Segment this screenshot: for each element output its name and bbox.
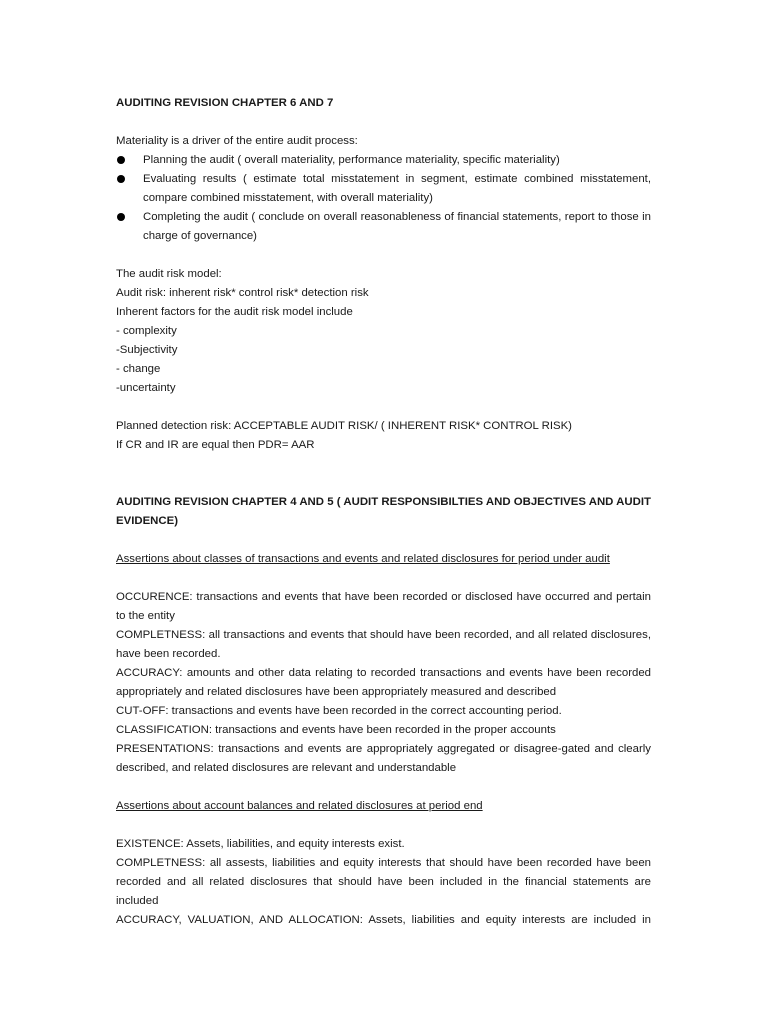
assertion-occurrence: OCCURENCE: transactions and events that have been recorded or disclosed have occurred and pertain to the entity xyxy=(116,591,651,622)
risk-factor-item: -Subjectivity xyxy=(116,344,178,356)
planned-detection-risk: Planned detection risk: ACCEPTABLE AUDIT RISK/ ( INHERENT RISK* CONTROL RISK) xyxy=(116,420,572,432)
assertion-existence: EXISTENCE: Assets, liabilities, and equity interests exist. xyxy=(116,838,405,850)
materiality-bullet: Evaluating results ( estimate total misstatement in segment, estimate combined misstatement, compare combined misstatement, with overall materiality) xyxy=(116,170,651,208)
assertion-accuracy: ACCURACY: amounts and other data relating to recorded transactions and events have been recorded appropriately and related disclosures have been appropriately measured and described xyxy=(116,667,651,698)
assertion-classification: CLASSIFICATION: transactions and events have been recorded in the proper accounts xyxy=(116,724,556,736)
heading-chapter-4-5: AUDITING REVISION CHAPTER 4 AND 5 ( AUDIT RESPONSIBILTIES AND OBJECTIVES AND AUDIT EVIDENCE) xyxy=(116,496,651,527)
bullet-icon xyxy=(117,213,125,221)
bullet-icon xyxy=(117,156,125,164)
document-body xyxy=(116,94,651,930)
assertion-accuracy-valuation-allocation: ACCURACY, VALUATION, AND ALLOCATION: Assets, liabilities and equity interests are included in xyxy=(116,914,651,926)
assertions-transactions-title: Assertions about classes of transactions and events and related disclosures for period under audit xyxy=(116,553,610,565)
heading-chapter-6-7: AUDITING REVISION CHAPTER 6 AND 7 xyxy=(116,97,334,109)
risk-model-title: The audit risk model: xyxy=(116,268,222,280)
materiality-bullet: Planning the audit ( overall materiality, performance materiality, specific materiality) xyxy=(116,151,651,170)
risk-factor-item: -uncertainty xyxy=(116,382,176,394)
materiality-bullet-list xyxy=(116,151,651,246)
assertions-balances-title: Assertions about account balances and related disclosures at period end xyxy=(116,800,483,812)
assertion-completeness: COMPLETNESS: all transactions and events that should have been recorded, and all related disclosures, have been recorded. xyxy=(116,629,651,660)
assertion-cut-off: CUT-OFF: transactions and events have been recorded in the correct accounting period. xyxy=(116,705,562,717)
risk-factors-intro: Inherent factors for the audit risk model include xyxy=(116,306,353,318)
risk-factor-item: - change xyxy=(116,363,161,375)
risk-model-formula: Audit risk: inherent risk* control risk* detection risk xyxy=(116,287,369,299)
materiality-bullet: Completing the audit ( conclude on overall reasonableness of financial statements, report to those in charge of governance) xyxy=(116,208,651,246)
assertion-presentation: PRESENTATIONS: transactions and events are appropriately aggregated or disagree-gated and clearly described, and related disclosures are relevant and understandable xyxy=(116,743,651,774)
cr-ir-equal-note: If CR and IR are equal then PDR= AAR xyxy=(116,439,315,451)
risk-factor-item: - complexity xyxy=(116,325,177,337)
materiality-intro: Materiality is a driver of the entire audit process: xyxy=(116,135,358,147)
assertion-completeness-balances: COMPLETNESS: all assests, liabilities and equity interests that should have been recorded have been recorded and all related disclosures that should have been included in the financial statements are included xyxy=(116,857,651,907)
bullet-icon xyxy=(117,175,125,183)
